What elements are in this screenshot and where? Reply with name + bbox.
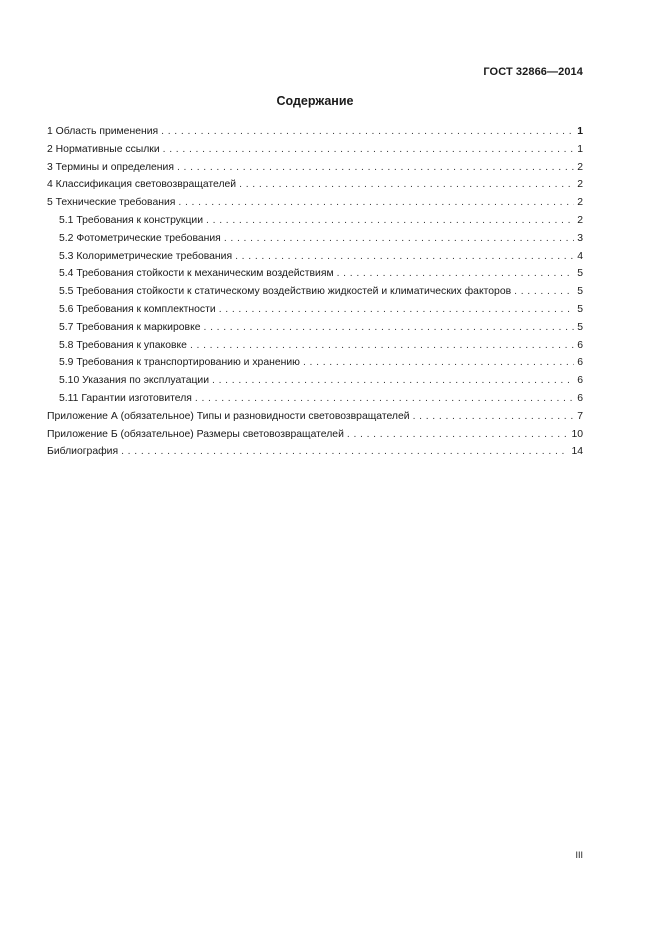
toc-entry-label: Приложение Б (обязательное) Размеры световозвращателей xyxy=(47,428,344,440)
toc-entry-label: 5.4 Требования стойкости к механическим воздействиям xyxy=(59,268,334,280)
toc-entry-label: 5.11 Гарантии изготовителя xyxy=(59,392,192,404)
toc-entry-label: 5.9 Требования к транспортированию и хранению xyxy=(59,357,300,369)
toc-leader-dots xyxy=(224,230,574,248)
toc-entry-5-4 xyxy=(47,265,583,283)
toc-entry-5-5 xyxy=(47,283,583,301)
toc-entry-label: Приложение А (обязательное) Типы и разновидности световозвращателей xyxy=(47,410,410,422)
toc-leader-dots xyxy=(212,372,574,390)
toc-entry-page: 6 xyxy=(577,357,583,369)
toc-leader-dots xyxy=(190,337,574,355)
toc-leader-dots xyxy=(514,283,574,301)
toc-entry-page: 14 xyxy=(571,446,583,458)
toc-entry-5-2 xyxy=(47,230,583,248)
toc-entry-5-3 xyxy=(47,248,583,266)
toc-leader-dots xyxy=(121,443,568,461)
toc-entry-page: 2 xyxy=(577,197,583,209)
toc-entry-page: 5 xyxy=(577,286,583,298)
toc-leader-dots xyxy=(235,248,574,266)
toc-entry-1 xyxy=(47,123,583,141)
toc-leader-dots xyxy=(206,212,574,230)
toc-leader-dots xyxy=(347,426,569,444)
toc-entry-page: 5 xyxy=(577,321,583,333)
toc-entry-label: 5.1 Требования к конструкции xyxy=(59,214,204,226)
toc-entry-label: 3 Термины и определения xyxy=(47,161,174,173)
toc-entry-label: 5.2 Фотометрические требования xyxy=(59,232,221,244)
toc-entry-5-9 xyxy=(47,354,583,372)
toc-entry-label: Библиография xyxy=(47,446,119,458)
toc-entry-bibliography xyxy=(47,443,583,461)
toc-entry-label: 2 Нормативные ссылки xyxy=(47,143,160,155)
toc-entry-appendix-b xyxy=(47,426,583,444)
toc-leader-dots xyxy=(219,301,575,319)
toc-entry-label: 5.3 Колориметрические требования xyxy=(59,250,233,262)
toc-entry-page: 2 xyxy=(577,214,583,226)
toc-leader-dots xyxy=(177,159,574,177)
toc-leader-dots xyxy=(163,141,575,159)
toc-entry-label: 5 Технические требования xyxy=(47,197,176,209)
toc-entry-3 xyxy=(47,159,583,177)
toc-entry-page: 6 xyxy=(577,392,583,404)
toc-entry-label: 1 Область применения xyxy=(47,126,159,137)
toc-entry-label: 5.6 Требования к комплектности xyxy=(59,303,216,315)
toc-leader-dots xyxy=(303,354,574,372)
toc-entry-page: 2 xyxy=(577,161,583,173)
toc-entry-page: 10 xyxy=(571,428,583,440)
toc-entry-5-11 xyxy=(47,390,583,408)
toc-entry-label: 5.10 Указания по эксплуатации xyxy=(59,375,210,387)
toc-leader-dots xyxy=(204,319,575,337)
toc-entry-page: 1 xyxy=(577,143,583,155)
toc-leader-dots xyxy=(413,408,575,426)
document-standard-number: ГОСТ 32866—2014 xyxy=(483,66,583,78)
toc-leader-dots xyxy=(161,123,574,141)
toc-entry-label: 5.8 Требования к упаковке xyxy=(59,339,187,351)
toc-entry-page: 3 xyxy=(577,232,583,244)
page-title: Содержание xyxy=(276,94,354,108)
toc-leader-dots xyxy=(195,390,574,408)
toc-entry-page: 5 xyxy=(577,303,583,315)
page-number: III xyxy=(575,850,583,860)
toc-entry-page: 6 xyxy=(577,375,583,387)
toc-leader-dots xyxy=(239,176,574,194)
toc-entry-5-7 xyxy=(47,319,583,337)
toc-entry-page: 5 xyxy=(577,268,583,280)
toc-entry-page: 4 xyxy=(577,250,583,262)
toc-entry-label: 5.7 Требования к маркировке xyxy=(59,321,201,333)
toc-entry-4 xyxy=(47,176,583,194)
toc-entry-page: 6 xyxy=(577,339,583,351)
toc-entry-page: 2 xyxy=(577,179,583,191)
toc-entry-page: 1 xyxy=(577,126,583,137)
toc-entry-page: 7 xyxy=(577,410,583,422)
table-of-contents xyxy=(47,123,583,461)
toc-entry-label: 4 Классификация световозвращателей xyxy=(47,179,237,191)
toc-entry-5-10 xyxy=(47,372,583,390)
toc-entry-5 xyxy=(47,194,583,212)
toc-entry-2 xyxy=(47,141,583,159)
toc-entry-5-1 xyxy=(47,212,583,230)
toc-leader-dots xyxy=(178,194,574,212)
toc-entry-appendix-a xyxy=(47,408,583,426)
toc-leader-dots xyxy=(337,265,575,283)
toc-entry-5-6 xyxy=(47,301,583,319)
toc-entry-label: 5.5 Требования стойкости к статическому воздействию жидкостей и климатических факторов xyxy=(59,286,512,298)
toc-entry-5-8 xyxy=(47,337,583,355)
